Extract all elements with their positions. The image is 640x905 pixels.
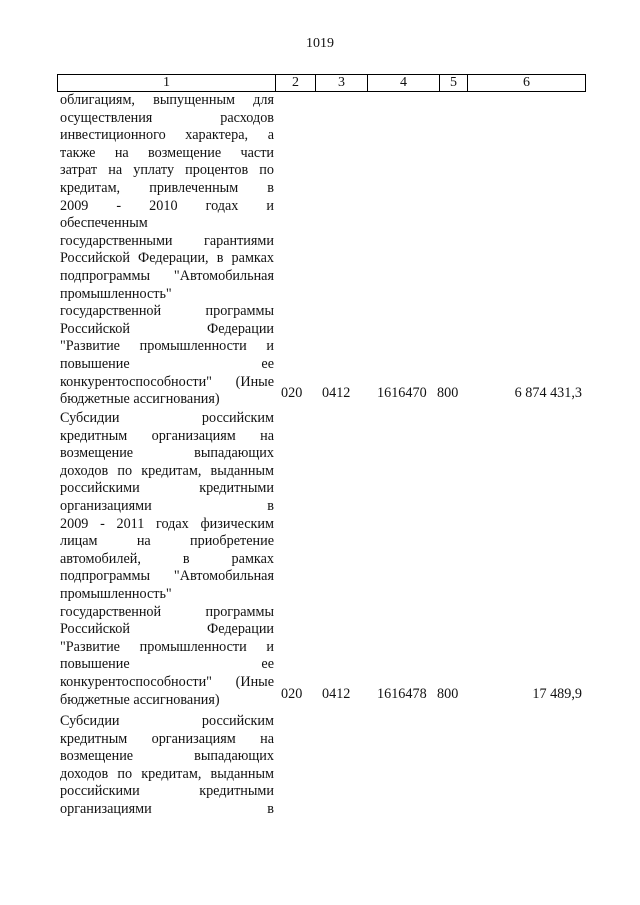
- entry-1-amount: 6 874 431,3: [514, 385, 582, 401]
- entry-3-line: российскими кредитными: [60, 783, 274, 800]
- entry-3-line: организациями в: [60, 800, 274, 817]
- entry-2-line: Российской Федерации: [60, 621, 274, 638]
- entry-1-description: [60, 92, 274, 409]
- entry-1-line: промышленность": [60, 285, 172, 302]
- entry-3-line: Субсидии российским: [60, 713, 274, 729]
- entry-1-line: бюджетные ассигнования): [60, 391, 220, 408]
- column-header-5: 5: [440, 75, 468, 92]
- entry-2-line: повышение ее: [60, 656, 274, 673]
- entry-1-line: инвестиционного характера, а: [60, 127, 274, 144]
- entry-2-line: подпрограммы "Автомобильная: [60, 568, 274, 585]
- column-header-3: 3: [316, 75, 368, 92]
- column-header-6: 6: [468, 75, 586, 92]
- entry-3-line: возмещение выпадающих: [60, 748, 274, 765]
- entry-2-line: возмещение выпадающих: [60, 445, 274, 462]
- column-header-table: [57, 74, 586, 92]
- entry-2-line: Субсидии российским: [60, 410, 274, 426]
- entry-1-line: облигациям, выпущенным для: [60, 92, 274, 108]
- entry-2-line: "Развитие промышленности и: [60, 638, 274, 655]
- column-header-4: 4: [368, 75, 440, 92]
- entry-2-amount: 17 489,9: [532, 686, 582, 702]
- entry-2-line: лицам на приобретение: [60, 533, 274, 550]
- column-header-1: 1: [58, 75, 276, 92]
- entry-2-description: [60, 410, 274, 709]
- entry-2-line: автомобилей, в рамках: [60, 550, 274, 567]
- entry-3-line: доходов по кредитам, выданным: [60, 765, 274, 782]
- entry-2-gr-code: 020: [281, 686, 303, 702]
- entry-2-line: бюджетные ассигнования): [60, 691, 220, 708]
- entry-1-line: "Развитие промышленности и: [60, 338, 274, 355]
- entry-1-line: 2009 - 2010 годах и: [60, 197, 274, 214]
- entry-1-vr-code: 800: [437, 385, 459, 401]
- entry-1-line: Российской Федерации: [60, 320, 274, 337]
- entry-1-line: конкурентоспособности" (Иные: [60, 373, 274, 390]
- entry-1-gr-code: 020: [281, 385, 303, 401]
- entry-2-line: конкурентоспособности" (Иные: [60, 673, 274, 690]
- entry-1-csr-code: 1616470: [377, 385, 427, 401]
- entry-2-line: доходов по кредитам, выданным: [60, 462, 274, 479]
- page-number: 1019: [306, 36, 334, 51]
- column-header-row: [58, 75, 586, 92]
- entry-1-line: Российской Федерации, в рамках: [60, 250, 274, 267]
- entry-1-line: затрат на уплату процентов по: [60, 162, 274, 179]
- entry-2-line: промышленность": [60, 585, 172, 602]
- entry-2-line: государственной программы: [60, 603, 274, 620]
- entry-1-line: кредитам, привлеченным в: [60, 179, 274, 196]
- entry-1-line: государственными гарантиями: [60, 232, 274, 249]
- entry-2-vr-code: 800: [437, 686, 459, 702]
- entry-3-line: кредитным организациям на: [60, 730, 274, 747]
- entry-3-description: [60, 713, 274, 819]
- entry-1-line: обеспеченным: [60, 215, 148, 232]
- entry-2-line: 2009 - 2011 годах физическим: [60, 515, 274, 532]
- entry-2-line: организациями в: [60, 497, 274, 514]
- entry-2-rz-code: 0412: [322, 686, 351, 702]
- entry-1-line: повышение ее: [60, 355, 274, 372]
- entry-1-line: осуществления расходов: [60, 109, 274, 126]
- entry-1-line: также на возмещение части: [60, 144, 274, 161]
- entry-1-line: подпрограммы "Автомобильная: [60, 267, 274, 284]
- entry-2-csr-code: 1616478: [377, 686, 427, 702]
- column-header-2: 2: [276, 75, 316, 92]
- entry-2-line: российскими кредитными: [60, 480, 274, 497]
- entry-2-line: кредитным организациям на: [60, 427, 274, 444]
- entry-1-rz-code: 0412: [322, 385, 351, 401]
- entry-1-line: государственной программы: [60, 303, 274, 320]
